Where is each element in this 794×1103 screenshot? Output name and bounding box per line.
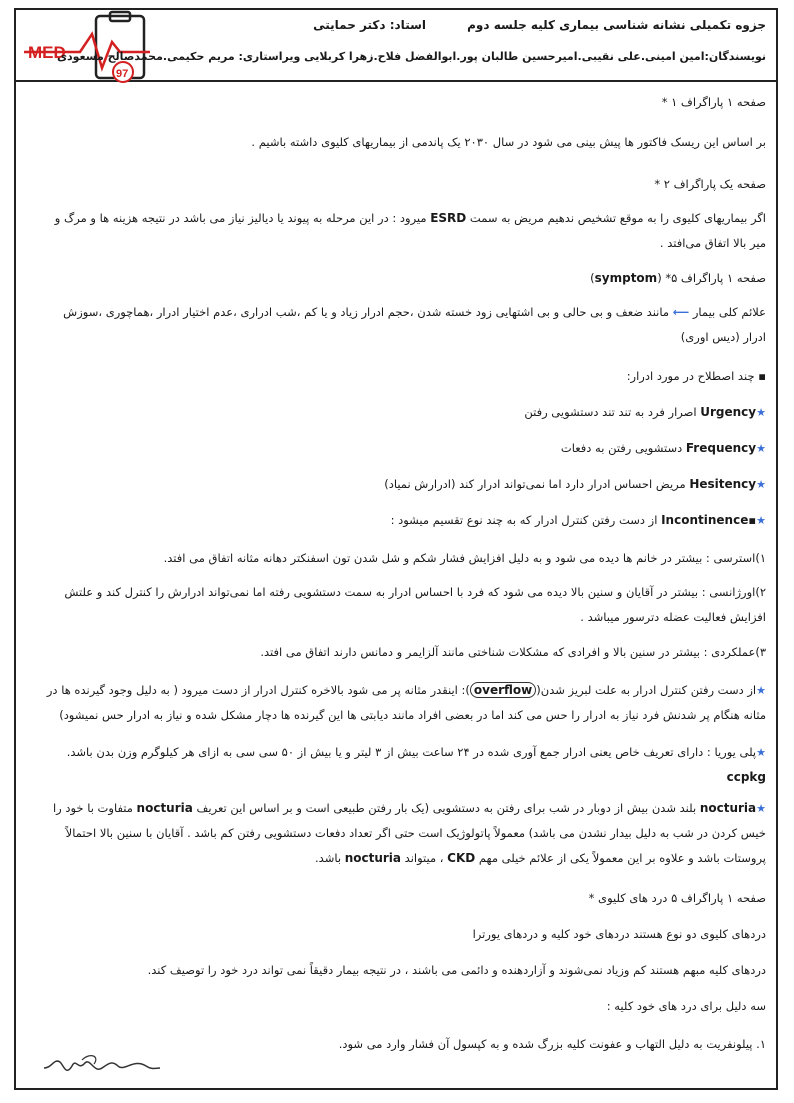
- type-urge: ۲)اورژانسی : بیشتر در آقایان و سنین بالا دیده می شود که فرد با احساس ادرار به سمت دستشویی رفته اما نمی‌تواند ادرارش را کنترل کند و علتش افزایش فعالیت عضله دترسور میباشد .: [64, 585, 766, 624]
- authors-line: نویسندگان:امین امینی.علی نقیبی.امیرحسین طالبان پور.ابوالفضل فلاح.زهرا کربلایی ویراستاری: مریم حکیمی.محمدصالح مسعودی: [56, 50, 766, 63]
- term-urgency-row: ★Urgency اصرار فرد به تند تند دستشویی رفتن: [524, 405, 766, 419]
- professor-name: استاد: دکتر حمایتی: [313, 18, 426, 32]
- star-icon: ★: [756, 802, 766, 815]
- star-icon: ★: [756, 406, 766, 419]
- type-functional: ۳)عملکردی : بیشتر در سنین بالا و افرادی که مشکلات شناختی مانند آلزایمر و دمانس دارند اتفاق می افتد.: [260, 645, 766, 659]
- p1-heading: صفحه ۱ پاراگراف ۱ *: [661, 95, 766, 109]
- polyuria-paragraph: ★پلی یوریا : دارای تعریف خاص یعنی ادرار جمع آوری شده در ۲۴ ساعت بیش از ۳ لیتر و یا بیش از ۵۰ سی سی به ازای هر کیلوگرم وزن بدن باشد. ccpkg: [66, 745, 766, 784]
- nocturia-paragraph: ★nocturia بلند شدن بیش از دوبار در شب برای رفتن به دستشویی (یک بار رفتن طبیعی است و بر اساس این تعریف nocturia متفاوت با خود را خیس کردن در شب به دلیل بیدار نشدن می باشد) معمولاً پاتولوژیک است حتی اگر تعداد دفعات دستشویی رفتن کم باشد . آقایان با سنین بالا احتمالاً پروستات باشد و علاوه بر این معمولاً یکی از علائم خیلی مهم CKD ، میتواند nocturia باشد.: [52, 801, 766, 865]
- p2-heading: صفحه یک پاراگراف ۲ *: [654, 177, 766, 191]
- term-frequency-row: ★Frequency دستشویی رفتن به دفعات: [560, 441, 766, 455]
- term-incontinence: Incontinence: [661, 513, 749, 527]
- header-line-1: [166, 18, 766, 40]
- term-hesitency: Hesitency: [689, 477, 757, 491]
- arrow-icon: ⟵: [672, 305, 690, 319]
- symptoms-lead: علائم کلی بیمار: [692, 305, 766, 319]
- term-frequency: Frequency: [685, 441, 757, 455]
- pain-line-1: دردهای کلیوی دو نوع هستند دردهای خود کلیه و دردهای یورترا: [472, 927, 766, 941]
- star-icon: ★: [756, 442, 766, 455]
- logo-number: 97: [116, 68, 129, 80]
- signature-scribble-icon: [42, 1046, 162, 1086]
- clipboard-heartbeat-logo-icon: [22, 12, 152, 86]
- star-icon: ★: [756, 478, 766, 491]
- p3-heading: صفحه ۱ پاراگراف ۵* (symptom): [590, 271, 766, 285]
- logo-text: MED: [28, 43, 66, 62]
- term-esrd: ESRD: [430, 211, 467, 225]
- term-overflow: overflow: [470, 682, 536, 698]
- pain-line-3: سه دلیل برای درد های خود کلیه :: [606, 999, 766, 1013]
- terms-intro: ▪ چند اصطلاح در مورد ادرار:: [626, 369, 766, 383]
- doc-title: جزوه تکمیلی نشانه شناسی بیماری کلیه جلسه دوم: [467, 18, 766, 32]
- type-stress: ۱)استرسی : بیشتر در خانم ها دیده می شود و به دلیل افزایش فشار شکم و شل شدن تون اسفنکتر دهانه مثانه اتفاق می افتد.: [163, 551, 766, 565]
- p2-text: اگر بیماریهای کلیوی را به موقع تشخیص ندهیم مریض به سمت ESRD میرود : در این مرحله به پیوند یا دیالیز نیاز می باشد در نتیجه هزینه ها و مرگ و میر بالا اتفاق می‌افتد .: [54, 211, 766, 250]
- header: [16, 10, 776, 82]
- term-hesitency-row: ★Hesitency مریض احساس ادرار دارد اما نمی‌تواند ادرار کند (ادرارش نمیاد): [384, 477, 766, 491]
- page-frame: [14, 8, 778, 1090]
- unit-ccpkg: ccpkg: [726, 770, 766, 784]
- p3-text: علائم کلی بیمار ⟵ مانند ضعف و بی حالی و بی اشتهایی زود خسته شدن ،حجم ادرار زیاد و یا کم ،شب ادراری ،عدم اختیار ادرار ،هماچوری ،سوزش ادرار (دیس اوری): [63, 305, 766, 344]
- pain-line-4: ۱. پیلونفریت به دلیل التهاب و عفونت کلیه بزرگ شده و به کپسول آن فشار وارد می شود.: [338, 1037, 766, 1051]
- overflow-paragraph: ★از دست رفتن کنترل ادرار به علت لبریز شدن(overflow): اینقدر مثانه پر می شود بالاخره کنترل ادرار از دست میرود ( به دلیل وجود گیرنده ها در مثانه هنگام پر شدنش فرد نیاز به ادرار را حس می کند اما در بعضی افراد مانند دیابتی ها این گیرنده ها دچار مشکل شده و نیاز به ادرار حس نمیشود): [46, 683, 766, 722]
- p1-text: بر اساس این ریسک فاکتور ها پیش بینی می شود در سال ۲۰۳۰ یک پاندمی از بیماریهای کلیوی داشته باشیم .: [251, 135, 766, 149]
- term-nocturia: nocturia: [699, 801, 757, 815]
- term-ckd: CKD: [447, 851, 476, 865]
- term-incontinence-row: ★▪Incontinence از دست رفتن کنترل ادرار که به چند نوع تقسیم میشود :: [390, 513, 766, 527]
- star-icon: ★: [756, 514, 766, 527]
- pain-heading: صفحه ۱ پاراگراف ۵ درد های کلیوی *: [588, 891, 766, 905]
- term-urgency: Urgency: [700, 405, 757, 419]
- pain-line-2: دردهای کلیه مبهم هستند کم وزیاد نمی‌شوند و آزاردهنده و دائمی می باشند ، در نتیجه بیمار دقیقاً نمی تواند درد خود را توصیف کند.: [147, 963, 766, 977]
- term-symptom: symptom: [594, 271, 658, 285]
- star-icon: ★: [756, 746, 766, 759]
- star-icon: ★: [756, 684, 766, 697]
